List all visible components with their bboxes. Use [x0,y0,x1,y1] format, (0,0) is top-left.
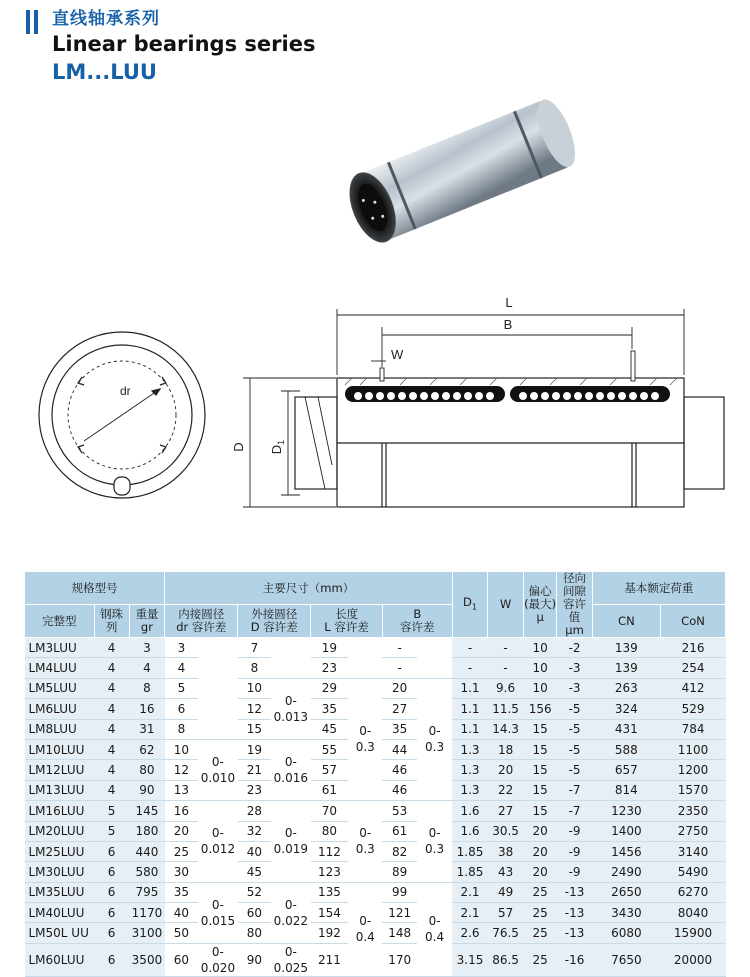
cell-eccentricity: 15 [523,801,557,821]
cell-model: LM30LUU [25,862,95,882]
cell-D: 52 [238,882,271,902]
cell-D1: 1.6 [452,821,488,841]
cell-balls: 4 [94,658,129,678]
header-L: 长度 L 容许差 [311,605,383,638]
cell-CN: 1400 [592,821,660,841]
cell-weight: 62 [129,739,165,759]
cell-CoN: 254 [661,658,726,678]
spec-table-body [25,638,726,977]
header-model-group: 规格型号 [25,572,165,605]
cell-D: 15 [238,719,271,739]
label-B: B [503,317,513,332]
cell-CoN: 2750 [661,821,726,841]
cell-CoN: 784 [661,719,726,739]
cell-radial-clearance: -5 [557,739,592,759]
cell-eccentricity: 10 [523,658,557,678]
cell-model: LM40LUU [25,903,95,923]
header-eccentricity: 偏心 (最大) μ [523,572,557,638]
cell-CN: 7650 [592,943,660,976]
cell-balls: 6 [94,943,129,976]
cell-W: 9.6 [488,678,524,698]
cell-weight: 4 [129,658,165,678]
cell-D: 10 [238,678,271,698]
cell-D: 45 [238,862,271,882]
cell-radial-clearance: -2 [557,638,592,658]
tolerance-D: 0- 0.025 [271,943,311,976]
cell-CN: 1456 [592,841,660,861]
cell-balls: 4 [94,699,129,719]
cell-CN: 263 [592,678,660,698]
cell-balls: 5 [94,821,129,841]
tolerance-dr: 0- 0.012 [198,801,238,883]
cell-D1: - [452,638,488,658]
cell-W: 22 [488,780,524,800]
cell-CN: 139 [592,658,660,678]
cell-D1: 1.1 [452,719,488,739]
cell-CoN: 8040 [661,903,726,923]
cell-CoN: 3140 [661,841,726,861]
cell-radial-clearance: -9 [557,821,592,841]
cell-L: 80 [311,821,348,841]
cell-radial-clearance: -5 [557,719,592,739]
spec-table [24,571,726,977]
header-balls: 钢珠列 [94,605,129,638]
cell-D1: 2.6 [452,923,488,943]
cell-B: 82 [382,841,416,861]
cell-CN: 1230 [592,801,660,821]
cell-CoN: 216 [661,638,726,658]
accent-bar [26,10,30,34]
header-B: B 容许差 [382,605,452,638]
cell-L: 70 [311,801,348,821]
cell-model: LM35LUU [25,882,95,902]
label-dr: dr [120,384,131,398]
cell-W: 49 [488,882,524,902]
tolerance-L: 0- 0.3 [348,801,382,883]
cell-dr: 25 [165,841,198,861]
cell-B: - [382,638,416,658]
cell-radial-clearance: -7 [557,780,592,800]
cell-eccentricity: 25 [523,903,557,923]
technical-drawing [0,285,750,525]
cell-W: 27 [488,801,524,821]
cell-radial-clearance: -7 [557,801,592,821]
cell-balls: 6 [94,841,129,861]
cell-dr: 30 [165,862,198,882]
tolerance-dr: 0- 0.010 [198,739,238,800]
cell-CoN: 5490 [661,862,726,882]
cell-weight: 180 [129,821,165,841]
cell-dr: 3 [165,638,198,658]
cell-weight: 580 [129,862,165,882]
title-english: Linear bearings series [52,32,316,56]
cell-L: 211 [311,943,348,976]
cell-B: 89 [382,862,416,882]
cell-CoN: 1570 [661,780,726,800]
cell-CoN: 6270 [661,882,726,902]
cell-L: 19 [311,638,348,658]
cell-eccentricity: 25 [523,882,557,902]
cell-balls: 4 [94,760,129,780]
cell-D1: 1.1 [452,699,488,719]
cell-radial-clearance: -3 [557,678,592,698]
cell-L: 45 [311,719,348,739]
cell-L: 112 [311,841,348,861]
cell-dr: 60 [165,943,198,976]
cell-D: 19 [238,739,271,759]
cell-W: 20 [488,760,524,780]
cell-B: 46 [382,760,416,780]
cell-model: LM60LUU [25,943,95,976]
tolerance-D [271,638,311,679]
cell-L: 192 [311,923,348,943]
cell-B: 148 [382,923,416,943]
cell-L: 29 [311,678,348,698]
cell-eccentricity: 15 [523,760,557,780]
bearing-photo [335,78,585,263]
cell-B: 46 [382,780,416,800]
cell-L: 135 [311,882,348,902]
cell-balls: 5 [94,801,129,821]
tolerance-dr [198,638,238,740]
cell-weight: 3 [129,638,165,658]
cell-D1: 1.1 [452,678,488,698]
cell-CoN: 20000 [661,943,726,976]
cell-D: 90 [238,943,271,976]
cell-dr: 16 [165,801,198,821]
cell-D1: 1.85 [452,862,488,882]
cell-dr: 40 [165,903,198,923]
cell-radial-clearance: -13 [557,903,592,923]
cell-W: 18 [488,739,524,759]
cell-B: 44 [382,739,416,759]
header-CN: CN [592,605,660,638]
cell-CN: 139 [592,638,660,658]
cell-W: - [488,658,524,678]
cell-D: 40 [238,841,271,861]
cell-balls: 4 [94,780,129,800]
cell-W: 76.5 [488,923,524,943]
cell-eccentricity: 20 [523,841,557,861]
cell-D: 7 [238,638,271,658]
header-main-dims: 主要尺寸（mm） [165,572,452,605]
tolerance-dr: 0- 0.015 [198,882,238,943]
cell-D1: 2.1 [452,903,488,923]
cell-weight: 3500 [129,943,165,976]
label-D1: $D_1$ [269,439,286,455]
cell-model: LM3LUU [25,638,95,658]
cell-D1: 1.3 [452,760,488,780]
cell-model: LM4LUU [25,658,95,678]
cell-D1: 3.15 [452,943,488,976]
cell-eccentricity: 156 [523,699,557,719]
tolerance-L: 0- 0.3 [348,678,382,800]
cell-eccentricity: 15 [523,780,557,800]
cell-D1: 1.3 [452,739,488,759]
cell-balls: 4 [94,678,129,698]
cell-balls: 6 [94,882,129,902]
end-view [39,332,205,498]
cell-model: LM16LUU [25,801,95,821]
cell-eccentricity: 25 [523,923,557,943]
header-D1: $D_1$ [452,572,488,638]
tolerance-B [417,638,452,679]
cell-D: 21 [238,760,271,780]
cell-balls: 4 [94,719,129,739]
tolerance-dr: 0- 0.020 [198,943,238,976]
cell-L: 123 [311,862,348,882]
table-row [25,882,726,902]
cell-radial-clearance: -9 [557,841,592,861]
cell-D: 23 [238,780,271,800]
cell-CN: 431 [592,719,660,739]
header-CoN: CoN [661,605,726,638]
cell-CoN: 412 [661,678,726,698]
cell-D1: 1.85 [452,841,488,861]
cell-L: 61 [311,780,348,800]
cell-model: LM6LUU [25,699,95,719]
cell-D: 8 [238,658,271,678]
label-D: D [231,442,246,452]
label-L: L [505,295,513,310]
cell-CoN: 1200 [661,760,726,780]
title-chinese: 直线轴承系列 [52,9,160,29]
header-load-rating: 基本额定荷重 [592,572,725,605]
cell-B: 27 [382,699,416,719]
cell-D: 28 [238,801,271,821]
table-row [25,638,726,658]
cell-CN: 2490 [592,862,660,882]
cell-dr: 4 [165,658,198,678]
cell-L: 154 [311,903,348,923]
cell-W: 43 [488,862,524,882]
cell-CoN: 529 [661,699,726,719]
cell-model: LM8LUU [25,719,95,739]
cell-B: 121 [382,903,416,923]
cell-L: 57 [311,760,348,780]
cell-model: LM13LUU [25,780,95,800]
cell-L: 35 [311,699,348,719]
cell-W: 86.5 [488,943,524,976]
cell-W: 11.5 [488,699,524,719]
tolerance-D: 0- 0.022 [271,882,311,943]
cell-dr: 12 [165,760,198,780]
cell-B: - [382,658,416,678]
cell-B: 53 [382,801,416,821]
table-row [25,678,726,698]
cell-CN: 588 [592,739,660,759]
cell-D: 80 [238,923,271,943]
cell-dr: 10 [165,739,198,759]
cell-L: 55 [311,739,348,759]
cell-radial-clearance: -5 [557,699,592,719]
cell-CN: 657 [592,760,660,780]
tolerance-B: 0- 0.3 [417,801,452,883]
cell-D: 60 [238,903,271,923]
cell-B: 20 [382,678,416,698]
cell-eccentricity: 10 [523,638,557,658]
header-dr: 内接圆径 dr 容许差 [165,605,238,638]
cell-balls: 4 [94,739,129,759]
cell-weight: 440 [129,841,165,861]
tolerance-L [348,638,382,679]
cell-radial-clearance: -13 [557,923,592,943]
title-block [52,8,315,86]
cell-weight: 80 [129,760,165,780]
cell-dr: 20 [165,821,198,841]
label-W: W [391,347,404,362]
cell-dr: 35 [165,882,198,902]
cell-model: LM12LUU [25,760,95,780]
cell-CN: 3430 [592,903,660,923]
cell-CN: 814 [592,780,660,800]
tolerance-B: 0- 0.4 [417,882,452,976]
cell-weight: 90 [129,780,165,800]
cell-radial-clearance: -16 [557,943,592,976]
cell-eccentricity: 25 [523,943,557,976]
cell-dr: 5 [165,678,198,698]
cell-model: LM50L UU [25,923,95,943]
header-radial-clearance: 径向 间隙 容许值 μm [557,572,592,638]
cell-L: 23 [311,658,348,678]
cell-D1: - [452,658,488,678]
cell-model: LM25LUU [25,841,95,861]
cell-dr: 8 [165,719,198,739]
cell-balls: 4 [94,638,129,658]
cell-eccentricity: 20 [523,862,557,882]
cell-radial-clearance: -5 [557,760,592,780]
cell-CN: 2650 [592,882,660,902]
cell-weight: 8 [129,678,165,698]
cell-D1: 2.1 [452,882,488,902]
cell-eccentricity: 15 [523,739,557,759]
header-weight: 重量gr [129,605,165,638]
cell-W: 57 [488,903,524,923]
cell-W: - [488,638,524,658]
cell-balls: 6 [94,862,129,882]
cell-radial-clearance: -3 [557,658,592,678]
accent-bar [34,10,38,34]
cell-weight: 16 [129,699,165,719]
cell-eccentricity: 10 [523,678,557,698]
cell-eccentricity: 20 [523,821,557,841]
cell-B: 35 [382,719,416,739]
cell-D: 12 [238,699,271,719]
cell-dr: 50 [165,923,198,943]
table-row [25,801,726,821]
tolerance-B: 0- 0.3 [417,678,452,800]
cell-CN: 6080 [592,923,660,943]
cell-weight: 3100 [129,923,165,943]
cell-balls: 6 [94,923,129,943]
cell-radial-clearance: -9 [557,862,592,882]
cell-radial-clearance: -13 [557,882,592,902]
cell-D1: 1.6 [452,801,488,821]
header-W: W [488,572,524,638]
cell-weight: 145 [129,801,165,821]
cell-CoN: 15900 [661,923,726,943]
cell-balls: 6 [94,903,129,923]
cell-W: 30.5 [488,821,524,841]
cell-dr: 6 [165,699,198,719]
cell-CN: 324 [592,699,660,719]
cell-B: 61 [382,821,416,841]
cell-weight: 31 [129,719,165,739]
cell-weight: 1170 [129,903,165,923]
cell-D: 32 [238,821,271,841]
cell-B: 170 [382,943,416,976]
header-full-model: 完整型 [25,605,95,638]
cell-W: 38 [488,841,524,861]
cell-CoN: 2350 [661,801,726,821]
cell-W: 14.3 [488,719,524,739]
cell-dr: 13 [165,780,198,800]
tolerance-D: 0- 0.013 [271,678,311,739]
cell-CoN: 1100 [661,739,726,759]
cell-model: LM20LUU [25,821,95,841]
cell-model: LM10LUU [25,739,95,759]
tolerance-L: 0- 0.4 [348,882,382,976]
tolerance-D: 0- 0.019 [271,801,311,883]
cell-eccentricity: 15 [523,719,557,739]
header-D: 外接圆径 D 容许差 [238,605,311,638]
cell-model: LM5LUU [25,678,95,698]
cell-D1: 1.3 [452,780,488,800]
tolerance-D: 0- 0.016 [271,739,311,800]
cell-weight: 795 [129,882,165,902]
model-series: LM...LUU [52,60,157,84]
cell-B: 99 [382,882,416,902]
